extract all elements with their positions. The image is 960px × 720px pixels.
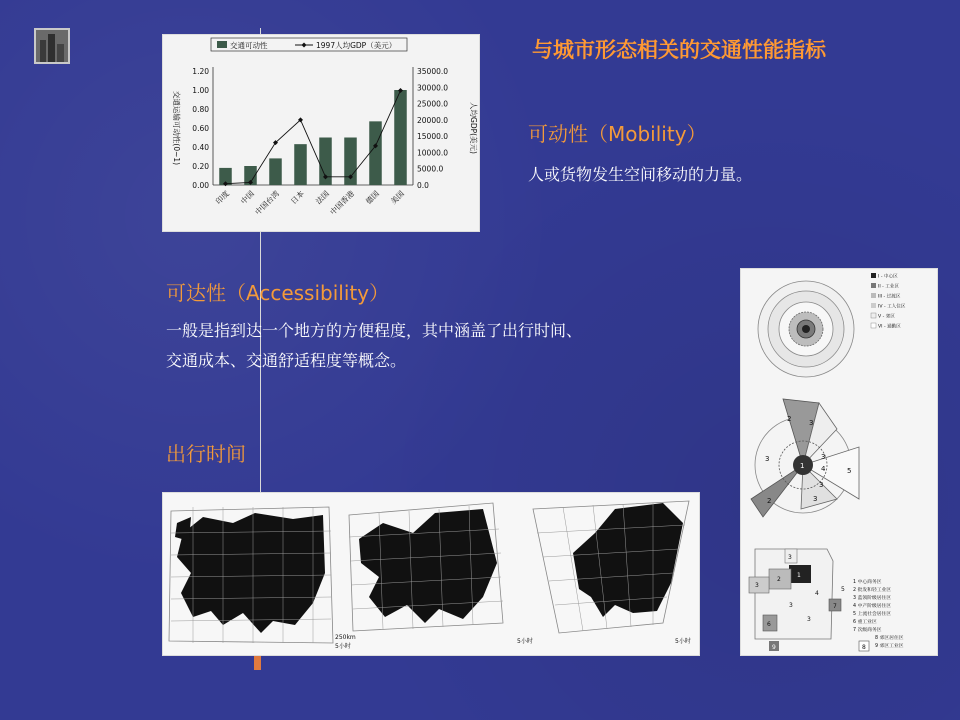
map-scale-3: 5小时 [517, 638, 533, 645]
accessibility-text-line2: 交通成本、交通舒适程度等概念。 [166, 351, 407, 370]
chart-ylabel: 交通运输可动性(0~1) [172, 90, 181, 166]
chart-ytick-0: 1.20 [192, 67, 209, 76]
nuclei-label-3: 3 [755, 582, 759, 589]
zone-legend-top-3: IV - 工人住区 [878, 304, 906, 310]
slide-logo [34, 28, 70, 64]
chart-ytick-2: 0.80 [192, 105, 209, 114]
chart-y2tick-4: 15000.0 [417, 132, 449, 142]
chart-y2tick-6: 5000.0 [417, 164, 444, 174]
chart-xtick-5: 中国香港 [328, 189, 356, 217]
sector-label-7: 2 [767, 497, 772, 505]
nuclei-label-8: 3 [807, 616, 811, 623]
zone-legend-bottom-0: 1 中心商务区 [853, 580, 882, 585]
zone-legend-top-4: V - 郊区 [878, 314, 895, 320]
europe-travel-time-maps [162, 492, 700, 656]
chart-xtick-0: 印度 [213, 189, 231, 207]
chart-ytick-3: 0.60 [192, 124, 209, 133]
europe-map-3 [533, 501, 689, 633]
chart-ytick-5: 0.20 [192, 162, 209, 171]
sector-label-5: 4 [821, 465, 826, 473]
zone-legend-bottom-2: 3 蓝领阶级居住区 [853, 596, 892, 601]
nuclei-label-1: 1 [797, 572, 801, 579]
sector-label-4: 3 [821, 453, 826, 461]
accessibility-text [166, 316, 726, 376]
map-scale-1: 250km [335, 634, 356, 641]
mobility-text: 人或货物发生空间移动的力量。 [528, 165, 753, 184]
chart-bar-3 [294, 144, 307, 185]
sector-label-0: 1 [800, 462, 805, 470]
accessibility-heading: 可达性（Accessibility） [166, 281, 390, 305]
chart-xtick-7: 美国 [388, 189, 406, 207]
chart-bar-6 [369, 121, 382, 185]
zone-legend-top-0: I - 中心区 [878, 274, 898, 280]
gdp-mobility-chart [162, 34, 480, 232]
chart-legend-label-0: 交通可动性 [230, 41, 268, 50]
chart-legend-swatch-bars [217, 41, 227, 48]
chart-y2tick-5: 10000.0 [417, 148, 449, 158]
chart-ytick-6: 0.00 [192, 181, 209, 190]
sector-label-1: 2 [787, 415, 792, 423]
zone-legend-top-1: II - 工业区 [878, 284, 900, 290]
map-scale-4: 5小时 [675, 638, 691, 645]
sector-label-2: 3 [809, 419, 814, 427]
chart-y2tick-7: 0.0 [417, 181, 429, 190]
chart-xtick-4: 法国 [313, 189, 331, 207]
chart-xtick-3: 日本 [288, 189, 306, 207]
chart-y2label: 人均GDP(美元) [469, 102, 478, 154]
chart-y2tick-0: 35000.0 [417, 67, 449, 76]
chart-bar-7 [394, 90, 407, 185]
chart-y2tick-2: 25000.0 [417, 99, 449, 109]
chart-xtick-6: 德国 [363, 189, 381, 207]
nuclei-label-10: 9 [772, 644, 776, 651]
map-scale-2: 5小时 [335, 643, 351, 650]
sector-label-6: 5 [847, 467, 852, 475]
nuclei-label-5: 4 [815, 590, 819, 597]
chart-legend-label-1: 1997人均GDP（美元） [316, 41, 397, 50]
nuclei-label-0: 3 [788, 554, 792, 561]
nuclei-label-2: 2 [777, 576, 781, 583]
zone-legend-bottom-3: 4 中产阶级居住区 [853, 604, 892, 609]
europe-map-1 [169, 507, 333, 643]
europe-map-2 [349, 503, 503, 631]
zone-legend-bottom-6: 7 次级商务区 [853, 628, 882, 633]
accessibility-text-line1: 一般是指到达一个地方的方便程度，其中涵盖了出行时间、 [166, 321, 583, 340]
chart-ytick-1: 1.00 [192, 86, 209, 95]
nuclei-label-7: 7 [833, 603, 837, 610]
chart-xtick-2: 中国台湾 [253, 189, 281, 217]
chart-y2tick-1: 30000.0 [417, 83, 449, 93]
travel-time-heading: 出行时间 [166, 442, 246, 466]
zone-legend-bottom-4: 5 上流社会居住区 [853, 612, 892, 617]
zone-legend-bottom-5: 6 重工业区 [853, 620, 877, 625]
chart-xtick-1: 中国 [238, 189, 256, 207]
chart-y2tick-3: 20000.0 [417, 115, 449, 125]
chart-bar-2 [269, 158, 282, 185]
zone-legend-top-5: VI - 通勤区 [878, 324, 901, 330]
zone-legend-bottom-1: 2 批发和轻工业区 [853, 588, 892, 593]
chart-legend-marker [302, 43, 307, 48]
nuclei-label-11: 8 [862, 644, 866, 651]
nuclei-label-4: 3 [789, 602, 793, 609]
urban-structure-models [740, 268, 938, 656]
nuclei-label-6: 5 [841, 586, 845, 593]
zone-legend-bottom-7: 8 郊区居住区 [875, 636, 904, 641]
chart-ytick-4: 0.40 [192, 143, 209, 152]
concentric-zone-model [758, 281, 854, 377]
zone-legend-top-2: III - 过渡区 [878, 294, 901, 300]
sector-label-9: 3 [813, 495, 818, 503]
sector-label-3: 3 [765, 455, 770, 463]
mobility-heading: 可动性（Mobility） [528, 122, 707, 146]
sector-label-8: 3 [819, 481, 824, 489]
zone-legend-bottom-8: 9 郊区工业区 [875, 644, 904, 649]
nuclei-label-9: 6 [767, 621, 771, 628]
slide-title: 与城市形态相关的交通性能指标 [532, 38, 826, 62]
multiple-nuclei-model [749, 549, 869, 651]
